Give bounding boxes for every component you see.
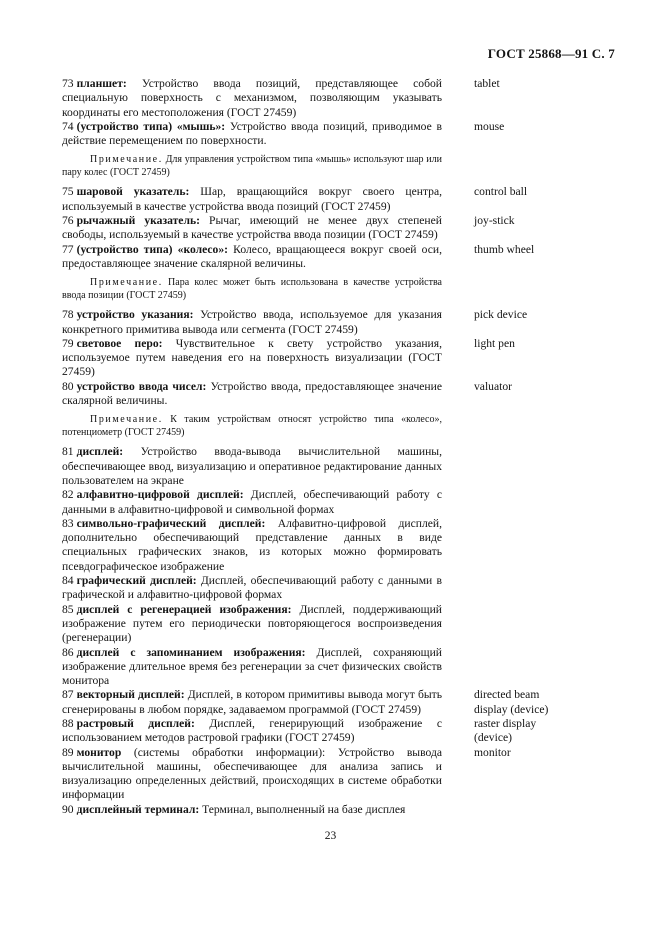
entry-text: Устройство ввода, используемое для указания конкретного примитива вывода или сегмента (ГОСТ 27459) xyxy=(62,308,442,336)
entry-number: 89 xyxy=(62,745,74,759)
entry-text: Алфавитно-цифровой дисплей, дополнительно обеспечивающий представление данных в виде специальных графических знаков, из которых можно формировать псевдографическое изображение xyxy=(62,516,442,573)
entry-definition xyxy=(62,646,442,689)
entry-english-term: directed beam display (device) xyxy=(474,688,549,716)
entry-number: 76 xyxy=(62,214,74,228)
note-label: Примечание. xyxy=(90,277,163,289)
entry-definition xyxy=(62,746,442,803)
entry-note xyxy=(62,276,442,302)
entry-term: дисплей с регенерацией изображения: xyxy=(76,602,292,616)
entry-text: Устройство ввода позиций, представляющее собой специальную поверхность с механизмом, позволяющим указывать координаты его местоположения (ГОСТ 27459) xyxy=(62,77,442,119)
entry-text: Дисплей, в котором примитивы вывода могут быть сгенерированы в любом порядке, задаваемом программой (ГОСТ 27459) xyxy=(62,688,442,716)
entry-number: 85 xyxy=(62,602,74,616)
entry-term: (устройство типа) «колесо»: xyxy=(76,242,229,256)
entry-english-term: monitor xyxy=(474,745,511,759)
entry-definition xyxy=(62,120,442,149)
glossary-entry xyxy=(62,688,606,717)
entry-english-term: valuator xyxy=(474,379,512,393)
entry-term: дисплей с запоминанием изображения: xyxy=(76,645,306,659)
entry-definition xyxy=(62,445,442,488)
entry-term: графический дисплей: xyxy=(76,574,197,588)
entry-number: 86 xyxy=(62,645,74,659)
entry-definition xyxy=(62,337,442,380)
entry-note xyxy=(62,153,442,179)
entry-english-term xyxy=(474,803,606,817)
entry-text: Колесо, вращающееся вокруг своей оси, предоставляющее значение скалярной величины. xyxy=(62,242,442,270)
entry-number: 79 xyxy=(62,336,74,350)
glossary-entry xyxy=(62,77,606,120)
entry-text: Дисплей, обеспечивающий работу с данными в графической и алфавитно-цифровой формах xyxy=(62,574,442,602)
entry-definition xyxy=(62,77,442,120)
entry-term: векторный дисплей: xyxy=(76,688,185,702)
entry-number: 74 xyxy=(62,119,74,133)
entry-text: Чувствительное к свету устройство указания, используемое путем наведения его на поверхность визуализации (ГОСТ 27459) xyxy=(62,336,442,379)
glossary-entry xyxy=(62,120,606,149)
entry-english-term: thumb wheel xyxy=(474,242,535,256)
note-label: Примечание. xyxy=(90,154,163,166)
entry-definition xyxy=(62,517,442,574)
entry-english-term xyxy=(474,574,606,603)
entry-text: Устройство ввода позиций, приводимое в действие перемещением по поверхности. xyxy=(62,119,442,148)
entry-number: 75 xyxy=(62,185,74,199)
entry-number: 81 xyxy=(62,445,74,459)
entry-definition xyxy=(62,380,442,409)
entry-english-term: light pen xyxy=(474,336,515,350)
entry-number: 73 xyxy=(62,77,74,90)
entry-number: 80 xyxy=(62,379,74,393)
glossary-entry xyxy=(62,803,606,817)
entry-text: Дисплей, поддерживающий изображение путем его периодически повторяющегося воспроизведения (регенерации) xyxy=(62,602,442,645)
entry-english-term: pick device xyxy=(474,308,528,322)
glossary-entry xyxy=(62,517,606,574)
entry-text: Рычаг, имеющий не менее двух степеней свободы, используемый в качестве устройства ввода позиции (ГОСТ 27459) xyxy=(62,214,442,242)
entry-term: (устройство типа) «мышь»: xyxy=(76,119,226,133)
entry-english-term: joy-stick xyxy=(474,214,515,228)
entry-term: символьно-графический дисплей: xyxy=(76,516,266,530)
entry-english-term xyxy=(474,603,606,646)
glossary-entry xyxy=(62,717,606,746)
entry-definition xyxy=(62,243,442,272)
entry-english-term: mouse xyxy=(474,119,505,133)
entry-term: световое перо: xyxy=(76,336,163,350)
glossary-entry xyxy=(62,380,606,409)
entry-definition xyxy=(62,717,442,746)
note-text: К таким устройствам относят устройство типа «колесо», потенциометр (ГОСТ 27459) xyxy=(62,414,442,439)
glossary-entry xyxy=(62,603,606,646)
entry-text: Шар, вращающийся вокруг своего центра, используемый в качестве устройства ввода позиций (ГОСТ 27459) xyxy=(62,185,442,213)
glossary-entry xyxy=(62,574,606,603)
note-label: Примечание. xyxy=(90,414,163,426)
entry-term: монитор xyxy=(76,745,122,759)
entry-number: 78 xyxy=(62,308,74,322)
glossary-entry xyxy=(62,445,606,488)
entry-english-term xyxy=(474,445,606,488)
entry-note xyxy=(62,413,442,439)
entry-term: устройство ввода чисел: xyxy=(76,379,207,393)
entry-text: Устройство ввода-вывода вычислительной машины, обеспечивающее ввод, визуализацию и оперативное редактирование данных пользователем на экране xyxy=(62,445,442,487)
entry-english-term xyxy=(474,517,606,574)
entry-number: 84 xyxy=(62,574,74,588)
entry-number: 82 xyxy=(62,488,74,502)
entry-definition xyxy=(62,308,442,337)
entry-text: Устройство ввода, предоставляющее значение скалярной величины. xyxy=(62,379,442,408)
entry-text: Дисплей, генерирующий изображение с использованием методов растровой графики (ГОСТ 27459) xyxy=(62,716,442,745)
entry-term: устройство указания: xyxy=(76,308,194,322)
note-text: Пара колес может быть использована в качестве устройства ввода позиции (ГОСТ 27459) xyxy=(62,277,442,302)
entry-english-term xyxy=(474,488,606,517)
entry-definition xyxy=(62,488,442,517)
entry-definition xyxy=(62,574,442,603)
entry-english-term: tablet xyxy=(474,77,500,90)
entry-number: 88 xyxy=(62,716,74,730)
entry-english-term xyxy=(474,646,606,689)
entry-text: Дисплей, обеспечивающий работу с данными в алфавитно-цифровой и символьной формах xyxy=(62,488,442,516)
glossary-entry xyxy=(62,337,606,380)
entry-term: рычажный указатель: xyxy=(76,214,200,228)
entry-term: алфавитно-цифровой дисплей: xyxy=(76,488,244,502)
entry-term: шаровой указатель: xyxy=(76,185,190,199)
glossary-entry xyxy=(62,214,606,243)
entry-definition xyxy=(62,185,442,214)
entry-text: Терминал, выполненный на базе дисплея xyxy=(199,802,406,816)
glossary-entry xyxy=(62,185,606,214)
entry-number: 83 xyxy=(62,516,74,530)
glossary-entry xyxy=(62,488,606,517)
note-text: Для управления устройством типа «мышь» используют шар или пару колес (ГОСТ 27459) xyxy=(62,154,442,179)
entry-text: Дисплей, сохраняющий изображение длительное время без регенерации за счет физических свойств монитора xyxy=(62,645,442,688)
entry-number: 77 xyxy=(62,242,74,256)
entry-text: Устройство вывода вычислительной машины, обеспечивающее для анализа запись и визуализацию определенных действий, происходящих в системе обработки информации xyxy=(62,745,442,802)
entry-definition xyxy=(62,688,442,717)
glossary-entry xyxy=(62,308,606,337)
glossary-content xyxy=(62,77,606,817)
entry-english-term: raster display (device) xyxy=(474,716,537,745)
entry-term: дисплейный терминал: xyxy=(76,802,200,816)
entry-number: 87 xyxy=(62,688,74,702)
glossary-entry xyxy=(62,646,606,689)
entry-definition xyxy=(62,214,442,243)
entry-definition xyxy=(62,803,442,817)
glossary-entry xyxy=(62,746,606,803)
entry-definition xyxy=(62,603,442,646)
entry-term-note: (системы обработки информации): xyxy=(121,745,326,759)
entry-term: планшет: xyxy=(76,77,127,90)
page-header: ГОСТ 25868—91 С. 7 xyxy=(487,46,615,61)
page-number: 23 xyxy=(324,830,337,842)
glossary-entry xyxy=(62,243,606,272)
entry-english-term: control ball xyxy=(474,185,528,199)
entry-term: дисплей: xyxy=(76,445,124,459)
entry-number: 90 xyxy=(62,802,74,816)
entry-term: растровый дисплей: xyxy=(76,716,195,730)
